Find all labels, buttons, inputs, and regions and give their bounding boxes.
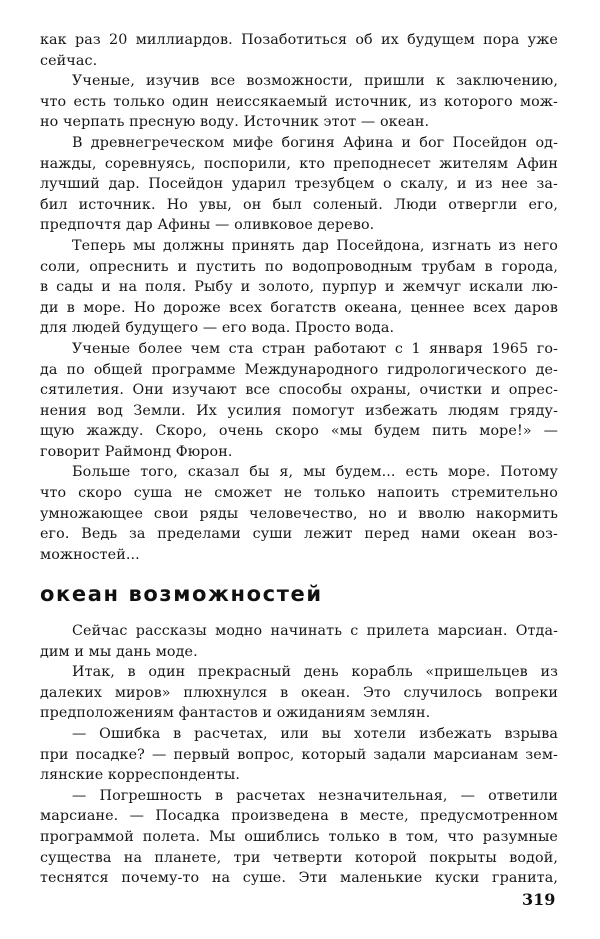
text-line: Больше того, сказал бы я, мы будем... есть море. Потому <box>72 464 558 481</box>
text-line: лянские корреспонденты. <box>40 767 241 784</box>
text-line: теснятся почему-то на суше. Эти маленькие куски гранита, <box>40 870 558 887</box>
text-line: для людей будущего — его вода. Просто вода. <box>40 320 395 337</box>
text-line: его. Ведь за пределами суши лежит перед нами океан воз- <box>40 526 558 543</box>
text-line: В древнегреческом мифе богиня Афина и бог Посейдон од- <box>72 134 558 151</box>
text-line: Ученые более чем ста стран работают с 1 января 1965 го- <box>72 340 558 357</box>
body-text-bottom <box>40 621 558 889</box>
text-line: — Погрешность в расчетах незначительная, — ответили <box>72 787 558 804</box>
text-line: — Ошибка в расчетах, или вы хотели избежать взрыва <box>72 725 558 742</box>
text-line: сейчас. <box>40 52 98 69</box>
text-line: щую жажду. Скоро, очень скоро «мы будем пить море!» — <box>40 423 558 440</box>
text-line: программой полета. Мы ошиблись только в том, что разумные <box>40 828 558 845</box>
text-line: соли, опреснить и пустить по водопроводным трубам в города, <box>40 258 558 275</box>
text-line: но черпать пресную воду. Источник этот — океан. <box>40 114 430 131</box>
text-line: что есть только один неиссякаемый источник, из которого мож- <box>40 93 558 110</box>
text-line: в сады и на поля. Рыбу и золото, пурпур и жемчуг искали лю- <box>40 279 558 296</box>
text-line: нажды, соревнуясь, поспорили, кто преподнесет жителям Афин <box>40 155 558 172</box>
text-line: да по общей программе Международного гидрологического де- <box>40 361 558 378</box>
text-line: ди в море. Но дороже всех богатств океана, ценнее всех даров <box>40 299 558 316</box>
text-line: бил источник. Но увы, он был соленый. Люди отвергли его, <box>40 196 558 213</box>
text-line: как раз 20 миллиардов. Позаботиться об их будущем пора уже <box>40 32 558 48</box>
text-line: марсиане. — Посадка произведена в месте, предусмотренном <box>40 808 558 825</box>
text-line: при посадке? — первый вопрос, который задали марсианам зем- <box>40 746 558 763</box>
text-line: существа на планете, три четверти которой покрыты водой, <box>40 849 558 866</box>
section-heading: океан возможностей <box>40 582 323 606</box>
text-line: можностей... <box>40 546 140 563</box>
text-line: сятилетия. Они изучают все способы охраны, очистки и опрес- <box>40 382 558 399</box>
text-line: Теперь мы должны принять дар Посейдона, изгнать из него <box>72 237 558 254</box>
text-line: нения вод Земли. Их усилия помогут избежать людям гряду- <box>40 402 558 419</box>
text-line: Ученые, изучив все возможности, пришли к заключению, <box>72 73 558 90</box>
text-line: лучший дар. Посейдон ударил трезубцем о скалу, и из нее за- <box>40 176 558 193</box>
text-line: предпочтя дар Афины — оливковое дерево. <box>40 217 375 234</box>
text-line: далеких миров» плюхнулся в океан. Это случилось вопреки <box>40 684 558 701</box>
text-line: предположениям фантастов и ожиданиям землян. <box>40 705 431 722</box>
text-line: умножающее свои ряды человечество, но и вволю накормить <box>40 505 558 522</box>
text-line: говорит Раймонд Фюрон. <box>40 443 233 460</box>
text-line: дим и мы дань моде. <box>40 643 198 660</box>
body-text-top <box>40 30 558 565</box>
page-number: 319 <box>522 890 556 909</box>
text-line: Итак, в один прекрасный день корабль «пришельцев из <box>72 664 558 681</box>
text-line: что скоро суша не сможет не только напоить стремительно <box>40 485 558 502</box>
text-line: Сейчас рассказы модно начинать с прилета марсиан. Отда- <box>72 623 558 639</box>
